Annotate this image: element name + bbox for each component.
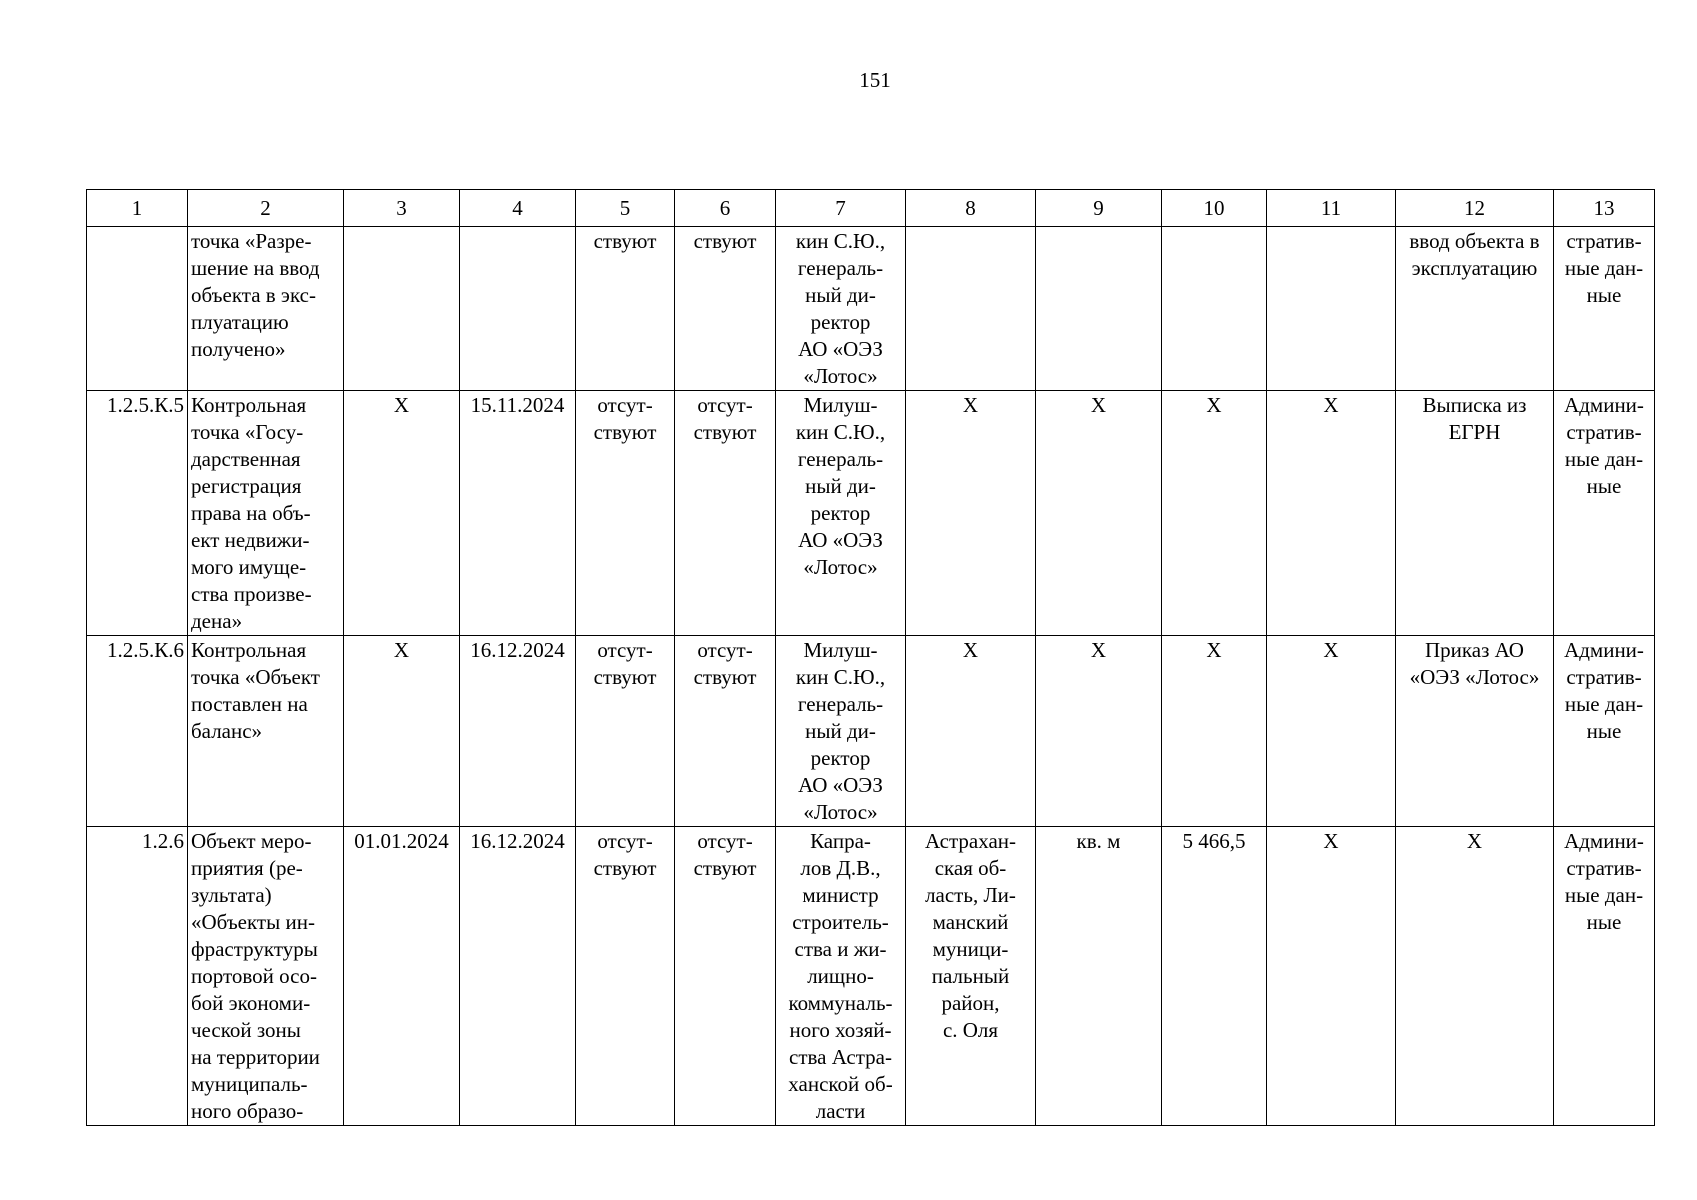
measure-name-cell: Контрольная точка «Объект поставлен на баланс»	[188, 636, 344, 827]
end-date-cell: 16.12.2024	[460, 827, 576, 1126]
measures-table	[86, 189, 1655, 1126]
column-header: 13	[1554, 190, 1655, 227]
column-5-cell: ствуют	[576, 227, 675, 391]
row-number-cell: 1.2.6	[87, 827, 188, 1126]
column-header: 1	[87, 190, 188, 227]
column-header: 10	[1162, 190, 1267, 227]
end-date-cell: 15.11.2024	[460, 391, 576, 636]
row-number-cell: 1.2.5.К.5	[87, 391, 188, 636]
page-number: 151	[859, 68, 891, 92]
measure-name-cell: точка «Разре- шение на ввод объекта в экс- плуатацию получено»	[188, 227, 344, 391]
column-header: 9	[1036, 190, 1162, 227]
location-cell: X	[906, 391, 1036, 636]
column-5-cell: отсут- ствуют	[576, 636, 675, 827]
unit-cell: X	[1036, 391, 1162, 636]
row-number-cell	[87, 227, 188, 391]
end-date-cell: 16.12.2024	[460, 636, 576, 827]
source-cell: Админи- стратив- ные дан- ные	[1554, 827, 1655, 1126]
document-cell: Выписка из ЕГРН	[1396, 391, 1554, 636]
column-6-cell: отсут- ствуют	[675, 391, 776, 636]
column-11-cell	[1267, 227, 1396, 391]
location-cell	[906, 227, 1036, 391]
table-header-row	[87, 190, 1655, 227]
table-row	[87, 636, 1655, 827]
source-cell: стратив- ные дан- ные	[1554, 227, 1655, 391]
source-cell: Админи- стратив- ные дан- ные	[1554, 636, 1655, 827]
table-row	[87, 227, 1655, 391]
column-header: 3	[344, 190, 460, 227]
start-date-cell	[344, 227, 460, 391]
column-header: 8	[906, 190, 1036, 227]
row-number-cell: 1.2.5.К.6	[87, 636, 188, 827]
column-11-cell: X	[1267, 636, 1396, 827]
column-5-cell: отсут- ствуют	[576, 827, 675, 1126]
value-cell: X	[1162, 391, 1267, 636]
unit-cell	[1036, 227, 1162, 391]
column-header: 7	[776, 190, 906, 227]
value-cell: X	[1162, 636, 1267, 827]
column-header: 12	[1396, 190, 1554, 227]
responsible-cell: Милуш- кин С.Ю., генераль- ный ди- ректор АО «ОЭЗ «Лотос»	[776, 391, 906, 636]
column-6-cell: отсут- ствуют	[675, 636, 776, 827]
measure-name-cell: Контрольная точка «Госу- дарственная регистрация права на объ- ект недвижи- мого имуще- ства произве- дена»	[188, 391, 344, 636]
document-cell: Приказ АО «ОЭЗ «Лотос»	[1396, 636, 1554, 827]
column-header: 2	[188, 190, 344, 227]
start-date-cell: X	[344, 636, 460, 827]
table-row	[87, 391, 1655, 636]
location-cell: X	[906, 636, 1036, 827]
column-header: 5	[576, 190, 675, 227]
source-cell: Админи- стратив- ные дан- ные	[1554, 391, 1655, 636]
column-5-cell: отсут- ствуют	[576, 391, 675, 636]
document-cell: X	[1396, 827, 1554, 1126]
start-date-cell: 01.01.2024	[344, 827, 460, 1126]
column-header: 4	[460, 190, 576, 227]
end-date-cell	[460, 227, 576, 391]
unit-cell: X	[1036, 636, 1162, 827]
responsible-cell: Капра- лов Д.В., министр строитель- ства и жи- лищно- коммуналь- ного хозяй- ства Астра- ханской об- ласти	[776, 827, 906, 1126]
value-cell: 5 466,5	[1162, 827, 1267, 1126]
unit-cell: кв. м	[1036, 827, 1162, 1126]
start-date-cell: X	[344, 391, 460, 636]
table-row	[87, 827, 1655, 1126]
column-11-cell: X	[1267, 391, 1396, 636]
responsible-cell: кин С.Ю., генераль- ный ди- ректор АО «ОЭЗ «Лотос»	[776, 227, 906, 391]
column-header: 6	[675, 190, 776, 227]
value-cell	[1162, 227, 1267, 391]
column-6-cell: отсут- ствуют	[675, 827, 776, 1126]
responsible-cell: Милуш- кин С.Ю., генераль- ный ди- ректор АО «ОЭЗ «Лотос»	[776, 636, 906, 827]
column-6-cell: ствуют	[675, 227, 776, 391]
location-cell: Астрахан- ская об- ласть, Ли- манский муници- пальный район, с. Оля	[906, 827, 1036, 1126]
document-cell: ввод объекта в эксплуатацию	[1396, 227, 1554, 391]
column-header: 11	[1267, 190, 1396, 227]
column-11-cell: X	[1267, 827, 1396, 1126]
measure-name-cell: Объект меро- приятия (ре- зультата) «Объекты ин- фраструктуры портовой осо- бой экономи- ческой зоны на территории муниципаль- ного образо-	[188, 827, 344, 1126]
